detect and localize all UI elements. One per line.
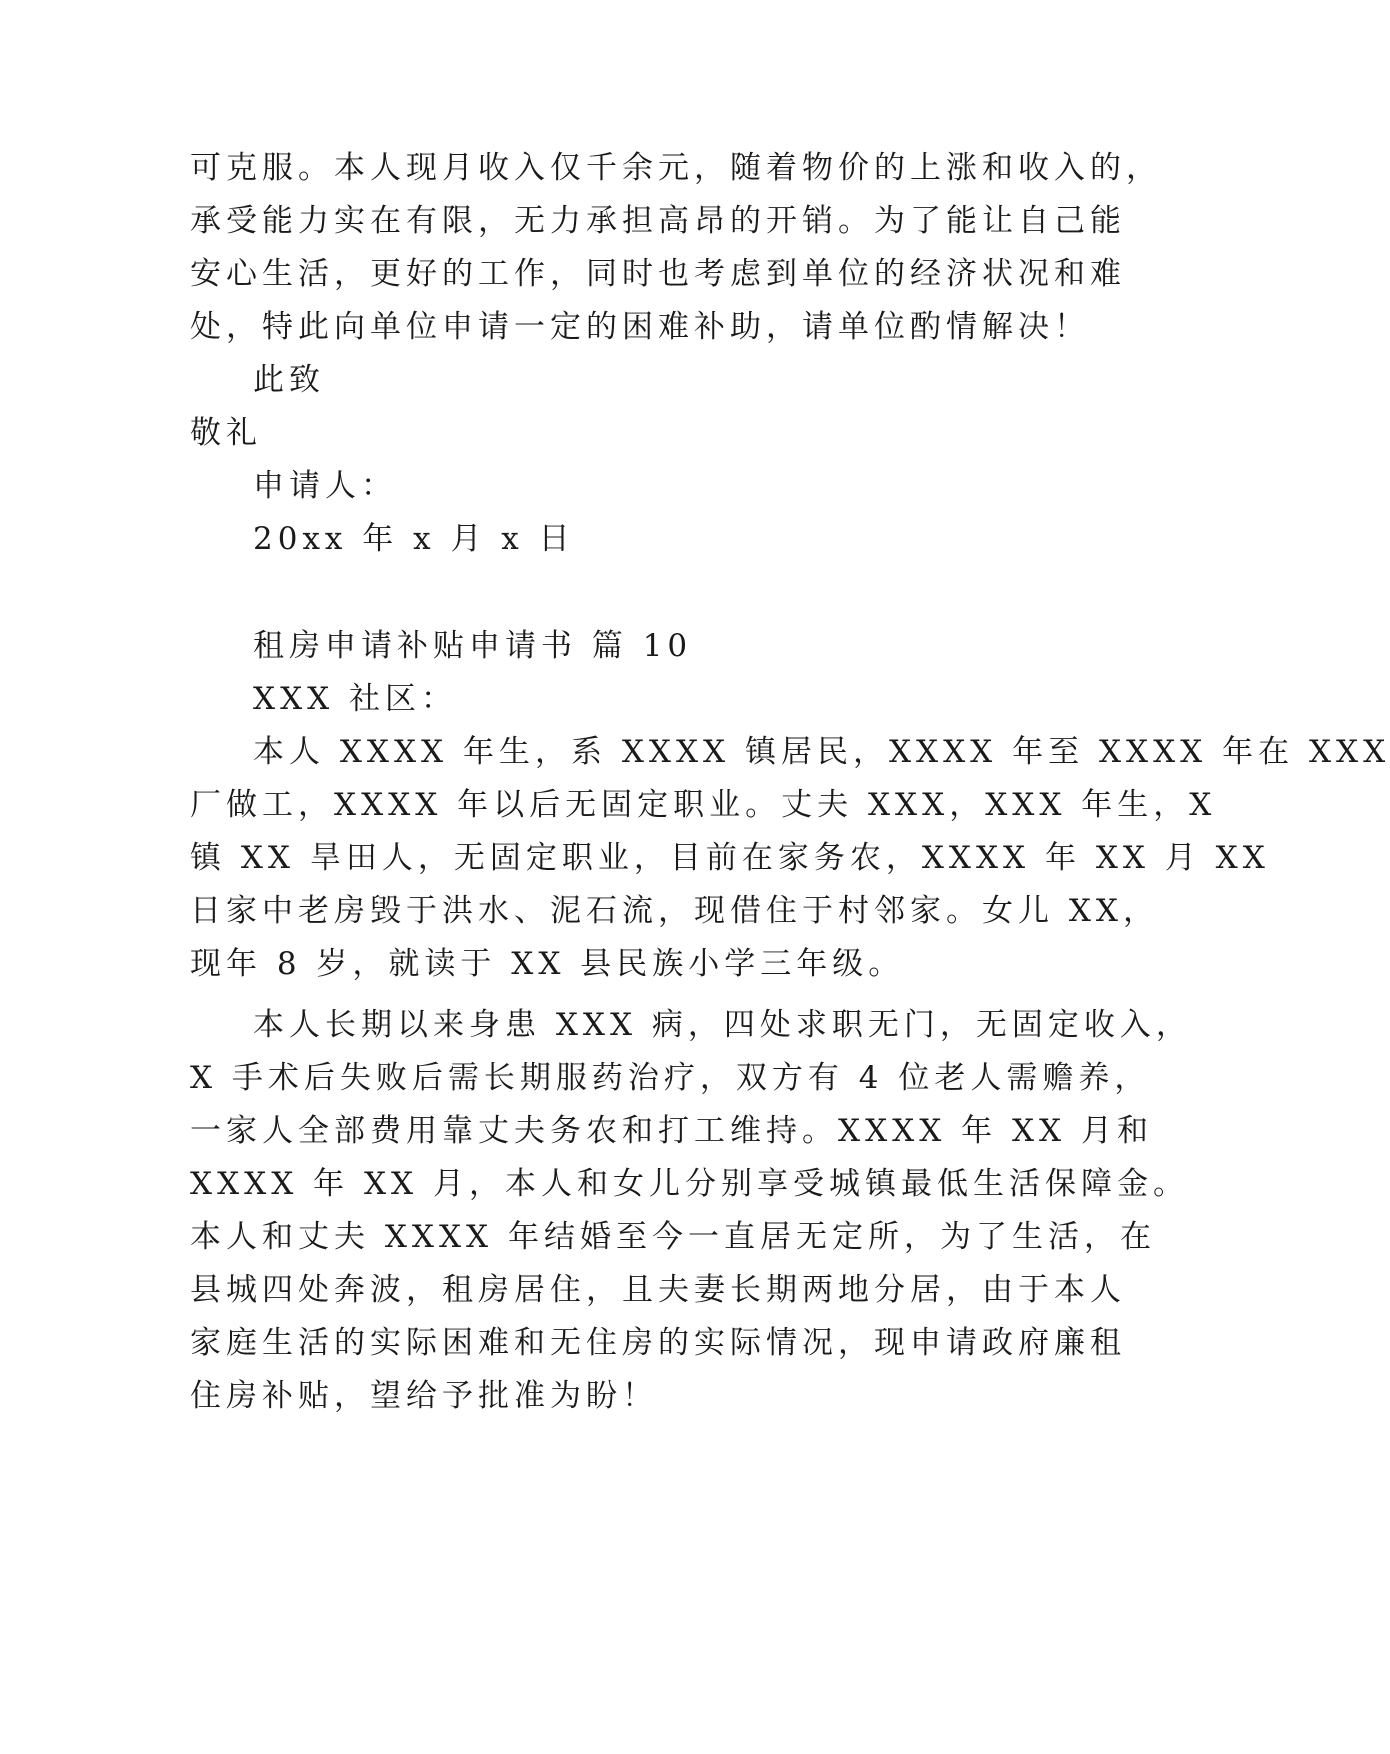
paragraph-line: 日家中老房毁于洪水、泥石流，现借住于村邻家。女儿 XX， bbox=[190, 893, 1159, 929]
paragraph-line: 家庭生活的实际困难和无住房的实际情况，现申请政府廉租 bbox=[190, 1325, 1126, 1361]
closing-regards: 敬礼 bbox=[190, 415, 262, 451]
section-title: 租房申请补贴申请书 篇 10 bbox=[253, 628, 693, 664]
paragraph-line: 安心生活，更好的工作，同时也考虑到单位的经济状况和难 bbox=[190, 256, 1126, 292]
paragraph-line: 镇 XX 旱田人，无固定职业，目前在家务农，XXXX 年 XX 月 XX bbox=[190, 840, 1270, 876]
applicant-label: 申请人： bbox=[253, 468, 397, 504]
paragraph-line: 一家人全部费用靠丈夫务农和打工维持。XXXX 年 XX 月和 bbox=[190, 1113, 1153, 1149]
paragraph-line: 县城四处奔波，租房居住，且夫妻长期两地分居，由于本人 bbox=[190, 1272, 1126, 1308]
paragraph-line: 本人和丈夫 XXXX 年结婚至今一直居无定所，为了生活，在 bbox=[190, 1219, 1156, 1255]
salutation: XXX 社区： bbox=[253, 681, 458, 717]
paragraph-line: X 手术后失败后需长期服药治疗，双方有 4 位老人需赡养， bbox=[190, 1060, 1151, 1096]
paragraph-line: 本人长期以来身患 XXX 病，四处求职无门，无固定收入， bbox=[253, 1007, 1192, 1043]
paragraph-line: 可克服。本人现月收入仅千余元，随着物价的上涨和收入的， bbox=[190, 150, 1162, 186]
paragraph-line: 现年 8 岁，就读于 XX 县民族小学三年级。 bbox=[190, 946, 905, 982]
letter-date: 20xx 年 x 月 x 日 bbox=[253, 521, 575, 557]
paragraph-line: 厂做工，XXXX 年以后无固定职业。丈夫 XXX，XXX 年生，X bbox=[190, 787, 1217, 823]
paragraph-line: 住房补贴，望给予批准为盼！ bbox=[190, 1378, 658, 1414]
paragraph-line: XXXX 年 XX 月，本人和女儿分别享受城镇最低生活保障金。 bbox=[190, 1166, 1189, 1202]
closing-salutation: 此致 bbox=[253, 362, 325, 398]
paragraph-line: 处，特此向单位申请一定的困难补助，请单位酌情解决！ bbox=[190, 309, 1090, 345]
paragraph-line: 本人 XXXX 年生，系 XXXX 镇居民，XXXX 年至 XXXX 年在 XXX bbox=[253, 734, 1390, 770]
paragraph-line: 承受能力实在有限，无力承担高昂的开销。为了能让自己能 bbox=[190, 203, 1126, 239]
